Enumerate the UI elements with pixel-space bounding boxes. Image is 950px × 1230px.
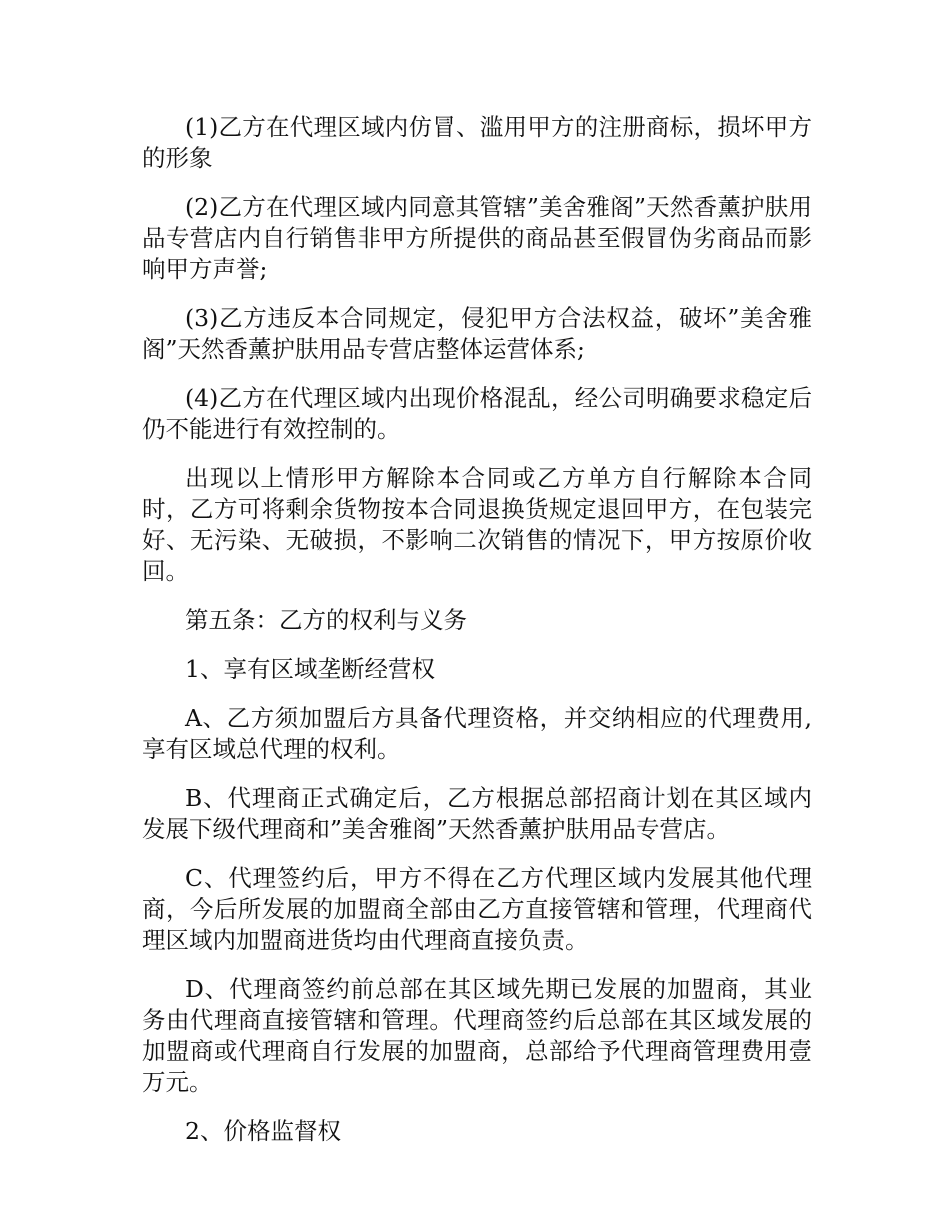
- termination-paragraph: 出现以上情形甲方解除本合同或乙方单方自行解除本合同时，乙方可将剩余货物按本合同退换货规定退回甲方，在包装完好、无污染、无破损，不影响二次销售的情况下，甲方按原价收回。: [142, 464, 812, 585]
- clause-b: B、代理商正式确定后，乙方根据总部招商计划在其区域内发展下级代理商和”美舍雅阁”天然香薰护肤用品专营店。: [142, 784, 812, 843]
- article-heading: 第五条：乙方的权利与义务: [185, 606, 467, 634]
- clause-item-3: (3)乙方违反本合同规定，侵犯甲方合法权益，破坏”美舍雅阁”天然香薰护肤用品专营店整体运营体系;: [142, 304, 812, 363]
- clause-item-2: (2)乙方在代理区域内同意其管辖”美舍雅阁”天然香薰护肤用品专营店内自行销售非甲方所提供的商品甚至假冒伪劣商品而影响甲方声誉;: [142, 193, 812, 283]
- section-heading-2: 2、价格监督权: [185, 1117, 341, 1145]
- clause-item-4: (4)乙方在代理区域内出现价格混乱，经公司明确要求稳定后仍不能进行有效控制的。: [142, 384, 812, 443]
- section-heading-1: 1、享有区域垄断经营权: [185, 655, 435, 683]
- clause-c: C、代理签约后，甲方不得在乙方代理区域内发展其他代理商，今后所发展的加盟商全部由乙方直接管辖和管理，代理商代理区域内加盟商进货均由代理商直接负责。: [142, 864, 812, 954]
- document-body: [142, 112, 812, 1165]
- clause-item-1: (1)乙方在代理区域内仿冒、滥用甲方的注册商标，损坏甲方的形象: [142, 113, 812, 172]
- clause-d: D、代理商签约前总部在其区域先期已发展的加盟商，其业务由代理商直接管辖和管理。代理商签约后总部在其区域发展的加盟商或代理商自行发展的加盟商，总部给予代理商管理费用壹万元。: [142, 975, 812, 1096]
- clause-a: A、乙方须加盟后方具备代理资格，并交纳相应的代理费用,享有区域总代理的权利。: [142, 704, 812, 763]
